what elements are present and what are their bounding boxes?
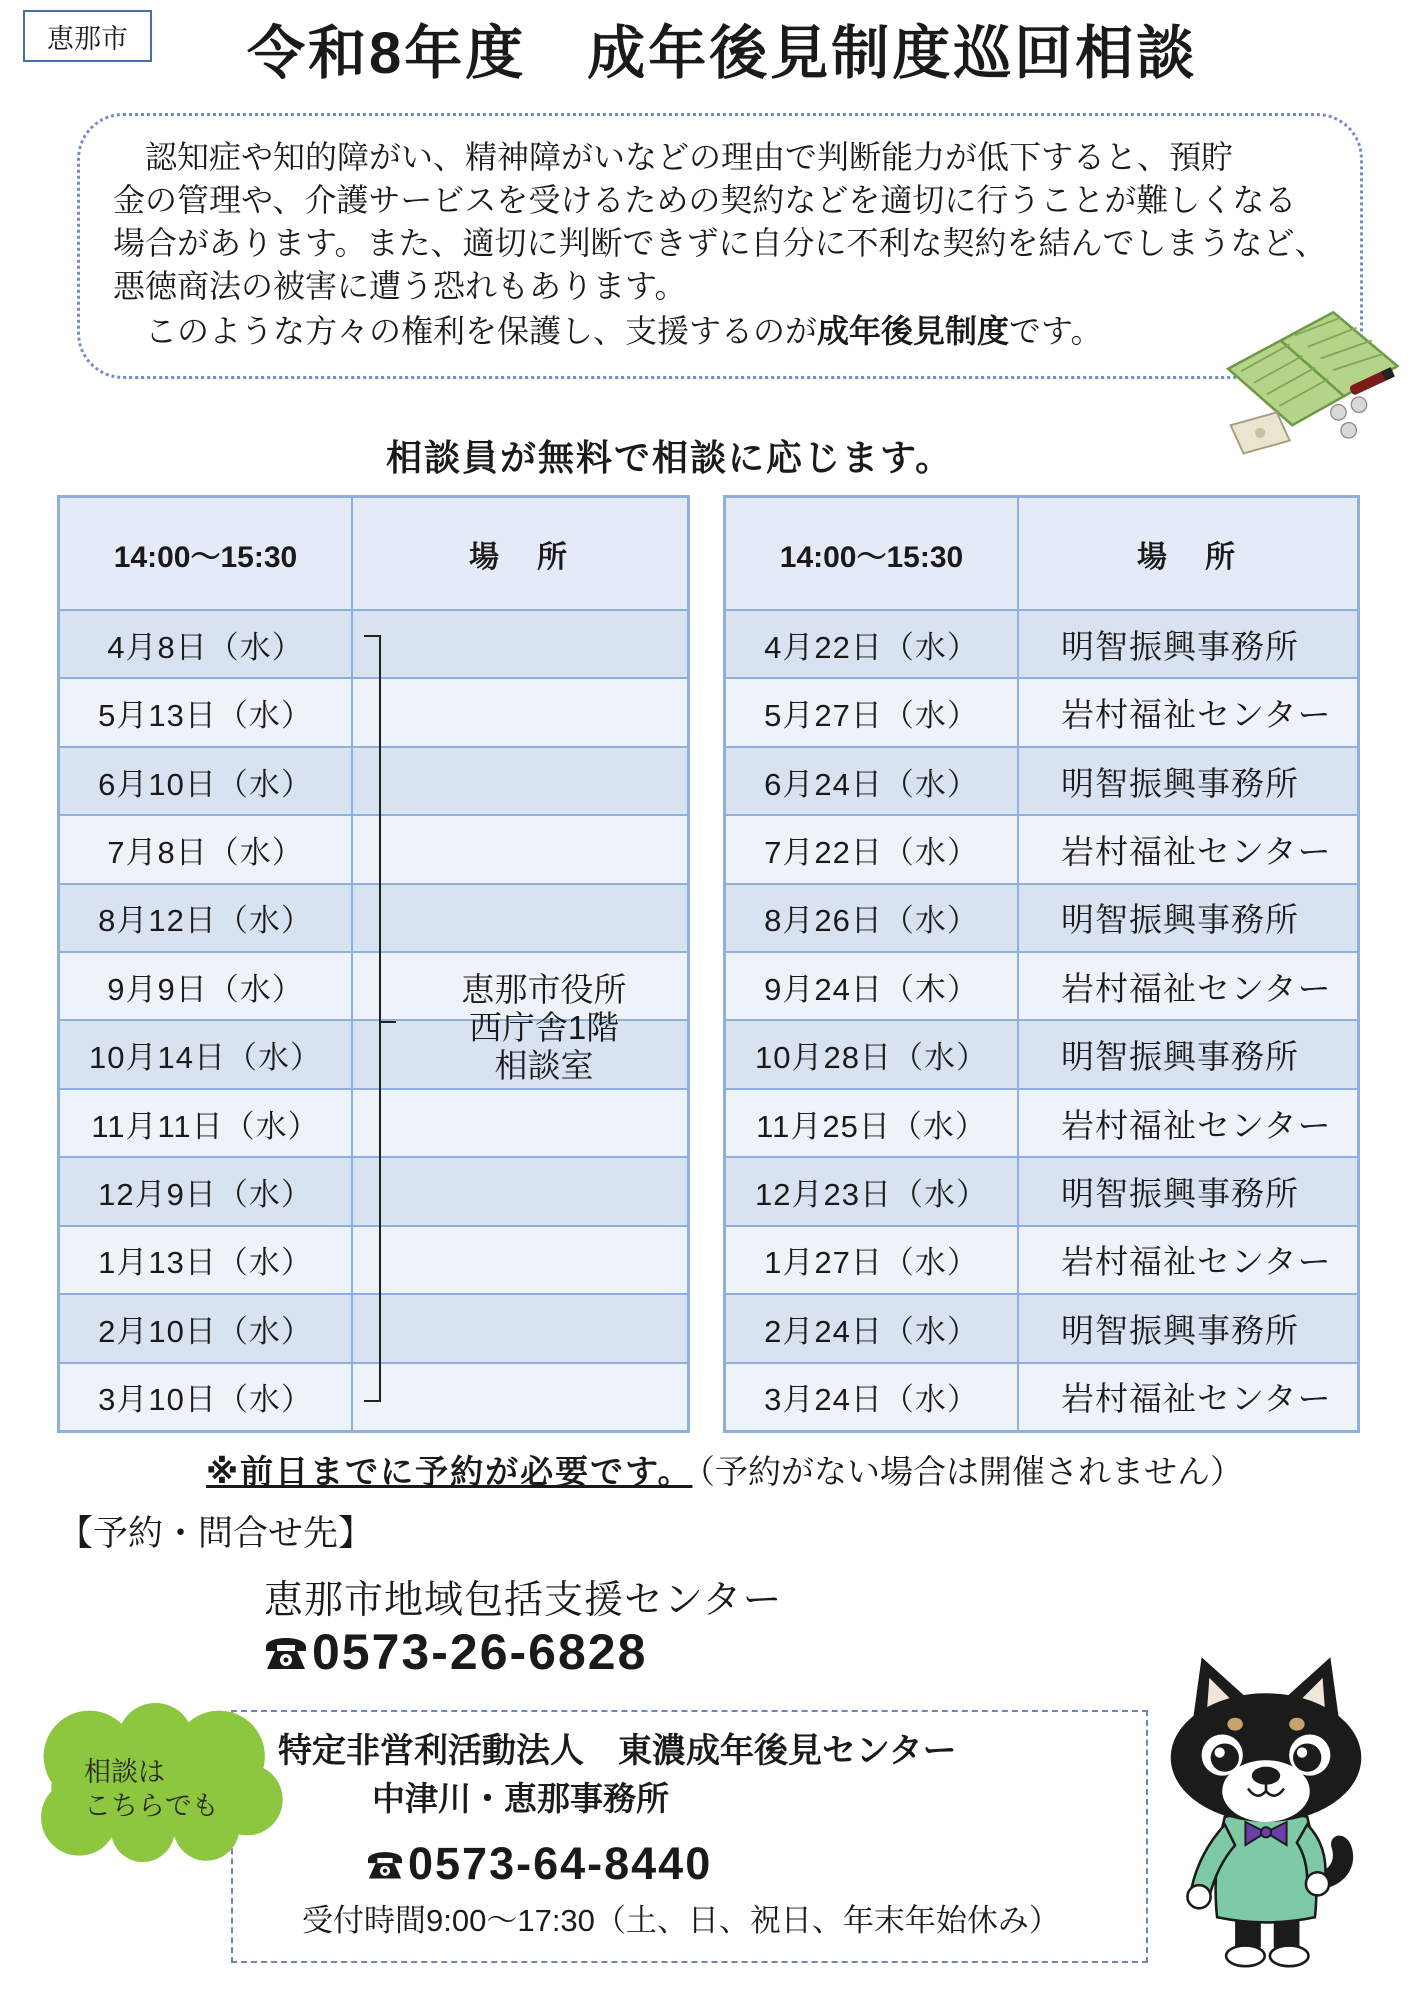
venue-line: 恵那市役所	[461, 971, 627, 1008]
contact-heading: 【予約・問合せ先】	[58, 1514, 374, 1553]
schedule-date-cell: 2月24日（水）	[726, 1295, 1017, 1361]
intro-line: 認知症や知的障がい、精神障がいなどの理由で判断能力が低下すると、預貯	[113, 139, 1234, 175]
schedule-date-cell: 11月11日（水）	[60, 1090, 351, 1156]
schedule-date-cell: 7月8日（水）	[60, 816, 351, 882]
schedule-place-cell: 明智振興事務所	[1019, 1295, 1357, 1361]
secondary-contact-box	[231, 1710, 1148, 1963]
header-place: 場 所	[353, 498, 687, 609]
header-place: 場 所	[1019, 498, 1357, 609]
secondary-office-name: 中津川・恵那事務所	[372, 1780, 669, 1817]
primary-contact-name: 恵那市地域包括支援センター	[264, 1579, 783, 1622]
phone-icon	[366, 1847, 404, 1881]
schedule-date-cell: 3月24日（水）	[726, 1364, 1017, 1430]
schedule-place-cell: 岩村福祉センター	[1019, 953, 1357, 1019]
bankbook-illustration	[1215, 302, 1408, 456]
intro-closing-prefix: このような方々の権利を保護し、支援するのが	[113, 313, 818, 349]
intro-line: 場合があります。また、適切に判断できずに自分に不利な契約を結んでしまうなど、	[113, 225, 1327, 261]
schedule-date-cell: 9月24日（木）	[726, 953, 1017, 1019]
schedule-grid-right	[723, 495, 1360, 1433]
schedule-date-cell: 5月27日（水）	[726, 679, 1017, 745]
schedule-place-cell: 岩村福祉センター	[1019, 679, 1357, 745]
schedule-date-cell: 4月22日（水）	[726, 611, 1017, 677]
shared-venue	[444, 971, 644, 1085]
secondary-phone	[366, 1840, 712, 1888]
city-badge: 恵那市	[23, 10, 152, 62]
intro-closing-emphasis: 成年後見制度	[817, 313, 1010, 349]
intro-line: 悪徳商法の被害に遭う恐れもあります。	[113, 268, 687, 304]
schedule-place-cell: 岩村福祉センター	[1019, 816, 1357, 882]
bubble-text: 相談は	[84, 1757, 165, 1787]
schedule-date-cell: 3月10日（水）	[60, 1364, 351, 1430]
phone-icon	[264, 1632, 308, 1672]
schedule-date-cell: 9月9日（水）	[60, 953, 351, 1019]
office-hours: 受付時間9:00～17:30（土、日、祝日、年末年始休み）	[302, 1903, 1060, 1938]
schedule-date-cell: 12月9日（水）	[60, 1158, 351, 1224]
bubble-text: こちらでも	[84, 1791, 219, 1821]
schedule-date-cell: 7月22日（水）	[726, 816, 1017, 882]
schedule-date-cell: 11月25日（水）	[726, 1090, 1017, 1156]
schedule-date-cell: 12月23日（水）	[726, 1158, 1017, 1224]
header-time: 14:00～15:30	[726, 498, 1017, 609]
intro-closing	[113, 310, 1102, 353]
schedule-date-cell: 1月13日（水）	[60, 1227, 351, 1293]
schedule-date-cell: 6月24日（水）	[726, 748, 1017, 814]
schedule-place-cell: 明智振興事務所	[1019, 1158, 1357, 1224]
schedule-place-cell: 明智振興事務所	[1019, 611, 1357, 677]
reservation-note	[206, 1452, 1243, 1492]
schedule-table-right	[723, 495, 1360, 1433]
venue-line: 西庁舎1階	[468, 1009, 620, 1046]
schedule-date-cell: 5月13日（水）	[60, 679, 351, 745]
schedule-place-cell: 岩村福祉センター	[1019, 1364, 1357, 1430]
intro-closing-suffix: です。	[1009, 313, 1103, 349]
schedule-place-cell: 岩村福祉センター	[1019, 1227, 1357, 1293]
intro-box	[77, 113, 1363, 379]
schedule-date-cell: 8月12日（水）	[60, 885, 351, 951]
venue-line: 相談室	[494, 1047, 594, 1084]
schedule-date-cell: 1月27日（水）	[726, 1227, 1017, 1293]
free-consultation-heading: 相談員が無料で相談に応じます。	[386, 437, 954, 478]
schedule-date-cell: 10月28日（水）	[726, 1021, 1017, 1087]
schedule-date-cell: 6月10日（水）	[60, 748, 351, 814]
schedule-date-cell: 8月26日（水）	[726, 885, 1017, 951]
schedule-date-cell: 2月10日（水）	[60, 1295, 351, 1361]
reservation-caveat: （予約がない場合は開催されません）	[698, 1453, 1243, 1490]
dog-mascot	[1163, 1652, 1369, 1974]
schedule-place-cell: 明智振興事務所	[1019, 1021, 1357, 1087]
schedule-place-cell: 明智振興事務所	[1019, 748, 1357, 814]
schedule-place-cell: 岩村福祉センター	[1019, 1090, 1357, 1156]
schedule-place-cell: 明智振興事務所	[1019, 885, 1357, 951]
primary-phone	[264, 1624, 647, 1680]
schedule-date-cell: 4月8日（水）	[60, 611, 351, 677]
primary-phone-number: 0573-26-6828	[312, 1624, 648, 1680]
schedule-date-cell: 10月14日（水）	[60, 1021, 351, 1087]
header-time: 14:00～15:30	[60, 498, 351, 609]
reservation-required: ※前日までに予約が必要です。	[206, 1453, 693, 1490]
secondary-org-name: 特定非営利活動法人 東濃成年後見センター	[278, 1732, 957, 1770]
page-title: 令和8年度 成年後見制度巡回相談	[247, 21, 1198, 86]
intro-line: 金の管理や、介護サービスを受けるための契約などを適切に行うことが難しくなる	[113, 182, 1297, 218]
bracket-line	[357, 625, 407, 1415]
speech-bubble	[28, 1703, 283, 1862]
secondary-phone-number: 0573-64-8440	[408, 1838, 713, 1889]
schedule-table-left	[57, 495, 690, 1433]
